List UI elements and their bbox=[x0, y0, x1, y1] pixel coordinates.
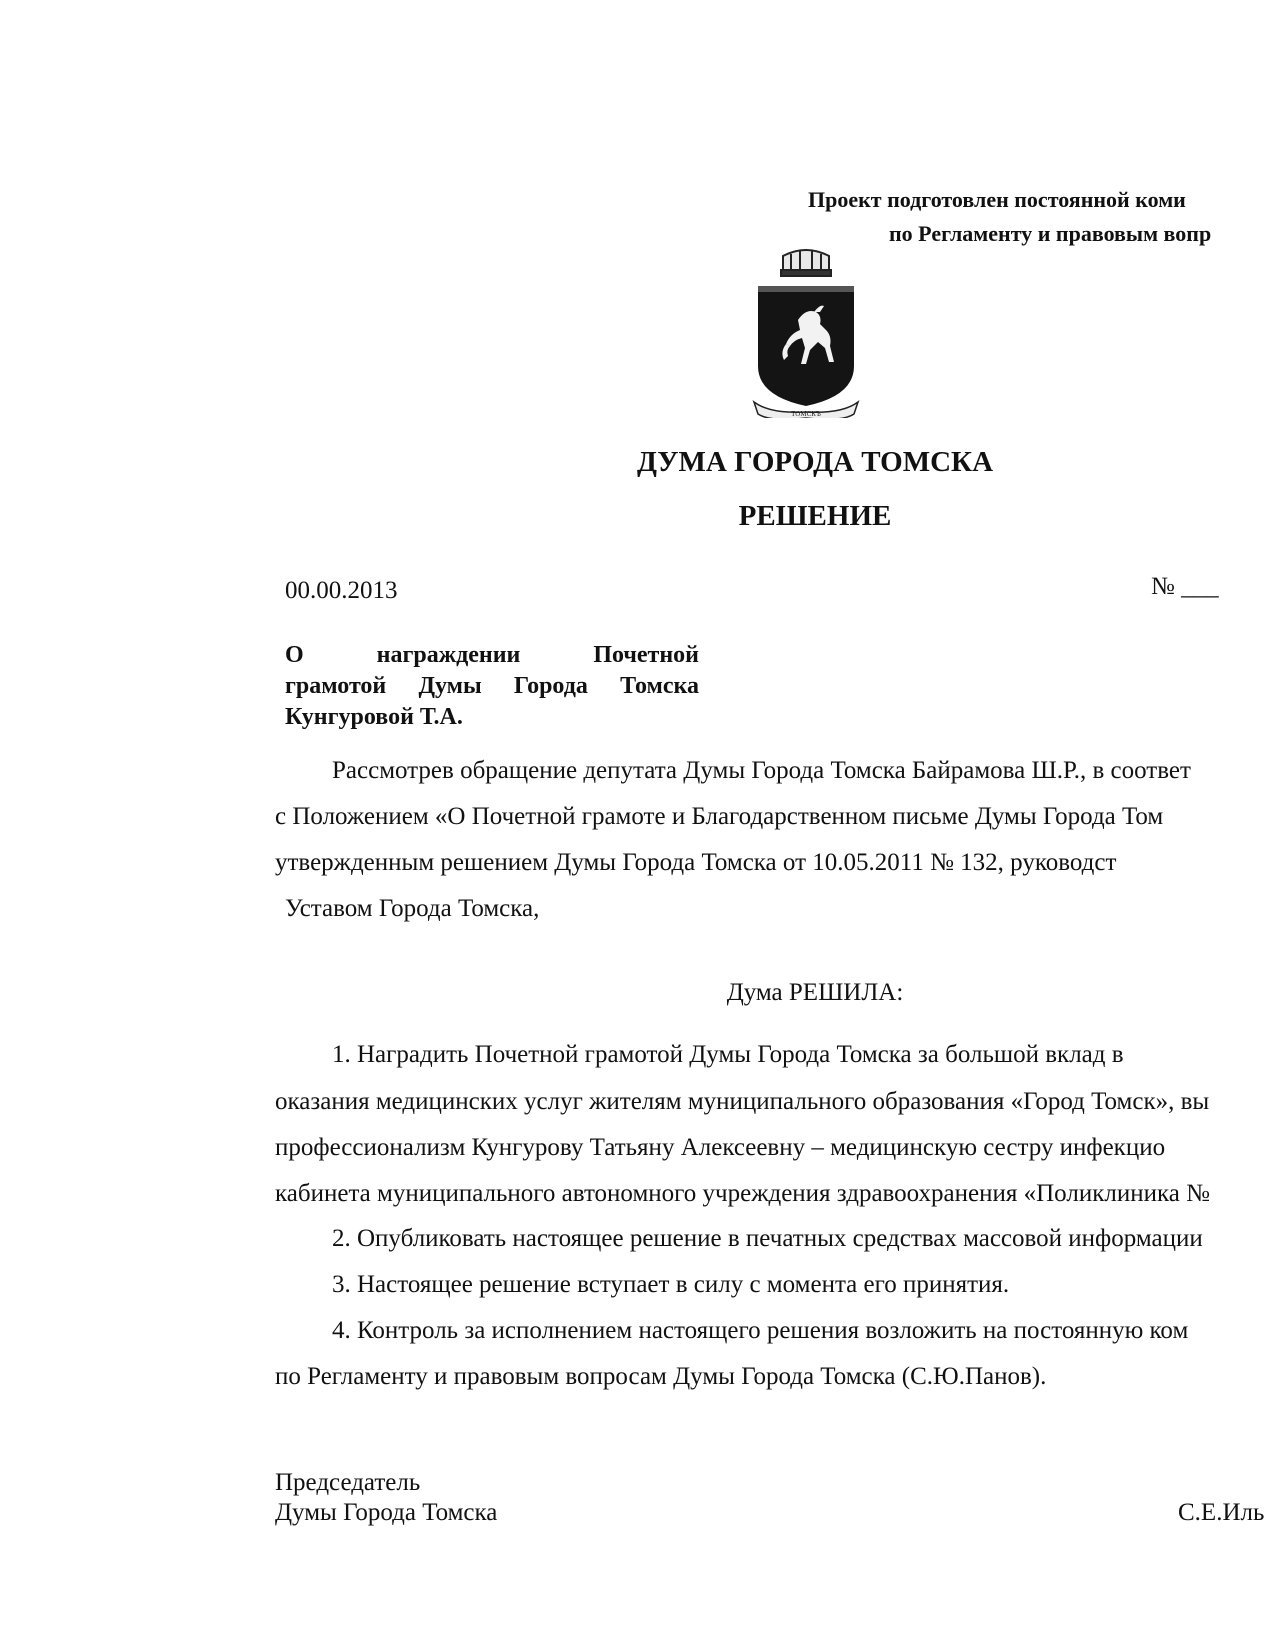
prepared-by-line-2: по Регламенту и правовым вопр bbox=[889, 221, 1212, 246]
decision-subject bbox=[285, 640, 699, 733]
preamble-line-2: с Положением «О Почетной грамоте и Благодарственном письме Думы Города Том bbox=[275, 803, 1164, 830]
page-title: ДУМА ГОРОДА ТОМСКА bbox=[636, 446, 994, 478]
item-1-line-2: оказания медицинских услуг жителям муниципального образования «Город Томск», вы bbox=[275, 1088, 1210, 1115]
preamble-line-4: Уставом Города Томска, bbox=[285, 895, 540, 922]
prepared-by-line-1: Проект подготовлен постоянной коми bbox=[808, 187, 1186, 212]
signature-name: С.Е.Иль bbox=[1178, 1499, 1265, 1526]
preamble-line-1: Рассмотрев обращение депутата Думы Города Томска Байрамова Ш.Р., в соответ bbox=[332, 757, 1191, 784]
item-1-line-4: кабинета муниципального автономного учреждения здравоохранения «Поликлиника № bbox=[275, 1180, 1210, 1207]
item-3: 3. Настоящее решение вступает в силу с момента его принятия. bbox=[332, 1271, 1010, 1298]
item-4-line-1: 4. Контроль за исполнением настоящего решения возложить на постоянную ком bbox=[332, 1317, 1189, 1344]
item-1-line-1: 1. Наградить Почетной грамотой Думы Города Томска за большой вклад в bbox=[332, 1041, 1124, 1068]
subject-line-1: О награждении Почетной bbox=[285, 642, 699, 668]
item-4-line-2: по Регламенту и правовым вопросам Думы Города Томска (С.Ю.Панов). bbox=[275, 1363, 1047, 1390]
decision-number: № ___ bbox=[1151, 573, 1219, 600]
signature-role-line-2: Думы Города Томска bbox=[275, 1499, 498, 1526]
signature-role-line-1: Председатель bbox=[275, 1469, 421, 1496]
subject-line-2: грамотой Думы Города Томска bbox=[285, 673, 699, 699]
tomsk-coat-of-arms-icon bbox=[750, 246, 862, 418]
item-1-line-3: профессионализм Кунгурову Татьяну Алексеевну – медицинскую сестру инфекцио bbox=[275, 1134, 1166, 1161]
resolved-heading: Дума РЕШИЛА: bbox=[726, 979, 904, 1006]
subject-line-3: Кунгуровой Т.А. bbox=[285, 704, 463, 730]
document-type: РЕШЕНИЕ bbox=[738, 500, 892, 532]
decision-date: 00.00.2013 bbox=[285, 577, 398, 604]
item-2: 2. Опубликовать настоящее решение в печатных средствах массовой информации bbox=[332, 1225, 1203, 1252]
preamble-line-3: утвержденным решением Думы Города Томска от 10.05.2011 № 132, руководст bbox=[275, 849, 1117, 876]
ribbon-text: ТОМСКЪ bbox=[791, 410, 821, 418]
